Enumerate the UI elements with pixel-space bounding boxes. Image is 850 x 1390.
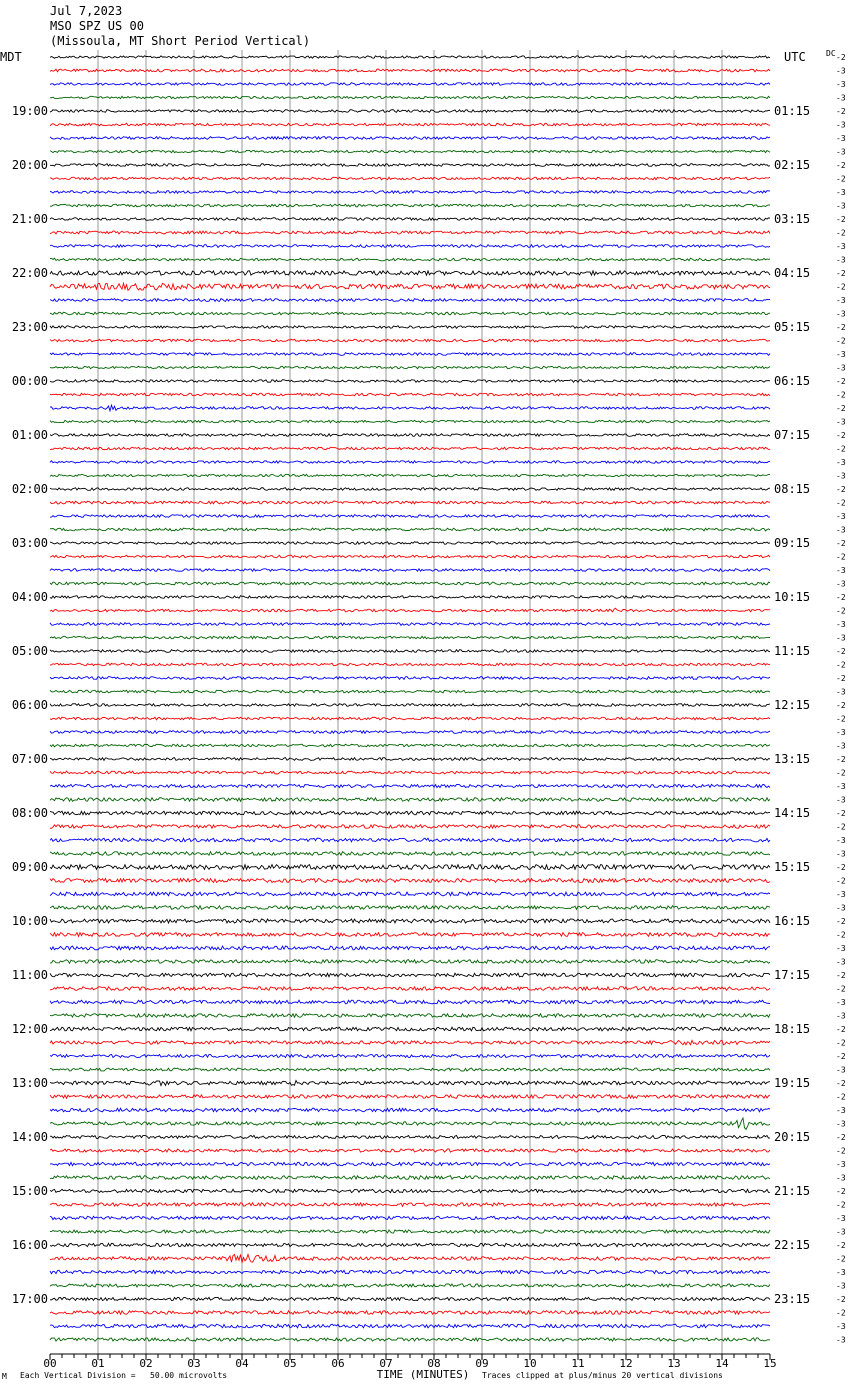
x-tick-label: 10 <box>523 1357 537 1370</box>
seismic-trace-84 <box>50 1189 770 1192</box>
seismic-trace-66 <box>50 946 770 950</box>
seismic-trace-65 <box>50 933 770 937</box>
seismic-trace-32 <box>50 488 770 491</box>
dc-offset-value: -2 <box>836 1025 846 1034</box>
seismic-trace-51 <box>50 744 770 747</box>
dc-offset-value: -2 <box>836 647 846 656</box>
seismic-trace-90 <box>50 1270 770 1273</box>
right-hour-label: 06:15 <box>774 374 811 388</box>
right-hour-label: 20:15 <box>774 1130 811 1144</box>
seismic-trace-52 <box>50 758 770 761</box>
left-hour-label: 01:00 <box>11 428 48 442</box>
seismic-trace-5 <box>50 123 770 126</box>
seismic-trace-44 <box>50 650 770 653</box>
seismic-trace-89 <box>50 1254 770 1262</box>
dc-offset-value: -2 <box>836 431 846 440</box>
seismic-trace-57 <box>50 825 770 829</box>
dc-offset-value: -2 <box>836 876 846 886</box>
x-tick-label: 01 <box>91 1357 105 1370</box>
dc-offset-value: -2 <box>836 377 846 386</box>
clip-note: Traces clipped at plus/minus 20 vertical divisions <box>482 1371 723 1380</box>
seismic-trace-34 <box>50 515 770 518</box>
dc-offset-value: -2 <box>836 404 846 413</box>
dc-offset-value: -2 <box>836 107 846 116</box>
x-tick-label: 15 <box>763 1357 777 1370</box>
x-tick-label: 08 <box>427 1357 441 1370</box>
right-hour-label: 02:15 <box>774 158 811 172</box>
seismic-trace-81 <box>50 1149 770 1152</box>
dc-offset-header: DC <box>826 49 836 58</box>
dc-offset-value: -2 <box>836 323 846 332</box>
seismic-trace-2 <box>50 83 770 86</box>
seismic-trace-73 <box>50 1040 770 1045</box>
seismic-trace-68 <box>50 973 770 977</box>
seismic-trace-14 <box>50 245 770 248</box>
seismic-trace-46 <box>50 677 770 680</box>
dc-offset-value: -2 <box>836 863 846 872</box>
left-hour-label: 02:00 <box>11 482 48 496</box>
seismic-trace-77 <box>50 1095 770 1099</box>
right-hour-label: 16:15 <box>774 914 811 928</box>
seismic-trace-33 <box>50 501 770 504</box>
seismic-trace-76 <box>50 1081 770 1086</box>
x-tick-label: 09 <box>475 1357 489 1370</box>
seismic-trace-3 <box>50 96 770 98</box>
dc-offset-value: -2 <box>836 593 846 602</box>
station-location: (Missoula, MT Short Period Vertical) <box>50 34 311 48</box>
x-tick-label: 06 <box>331 1357 345 1370</box>
left-hour-label: 14:00 <box>11 1130 48 1144</box>
dc-offset-value: -3 <box>836 998 846 1007</box>
dc-offset-value: -2 <box>836 701 846 710</box>
seismic-trace-67 <box>50 960 770 964</box>
seismic-trace-16 <box>50 271 770 275</box>
dc-offset-value: -2 <box>836 1241 846 1250</box>
dc-offset-value: -2 <box>836 1052 846 1061</box>
x-tick-label: 02 <box>139 1357 153 1370</box>
seismic-trace-42 <box>50 623 770 626</box>
left-hour-label: 17:00 <box>11 1292 48 1306</box>
seismic-trace-72 <box>50 1027 770 1031</box>
dc-offset-value: -3 <box>836 188 846 197</box>
x-tick-label: 00 <box>43 1357 57 1370</box>
dc-offset-value: -2 <box>836 1079 846 1088</box>
dc-offset-value: -2 <box>836 1187 846 1196</box>
right-hour-label: 04:15 <box>774 266 811 280</box>
right-hour-label: 10:15 <box>774 590 811 604</box>
right-hour-label: 01:15 <box>774 104 811 118</box>
x-tick-label: 13 <box>667 1357 681 1370</box>
seismic-trace-47 <box>50 690 770 693</box>
dc-offset-value: -3 <box>836 93 846 103</box>
dc-offset-value: -3 <box>836 1160 846 1169</box>
dc-offset-value: -2 <box>836 984 846 994</box>
dc-offset-value: -3 <box>836 458 846 467</box>
left-hour-label: 15:00 <box>11 1184 48 1198</box>
dc-offset-value: -3 <box>836 1268 846 1277</box>
dc-offset-value: -3 <box>836 728 846 737</box>
dc-offset-value: -3 <box>836 242 846 251</box>
seismic-trace-27 <box>50 420 770 422</box>
dc-offset-value: -3 <box>836 1214 846 1223</box>
seismic-trace-55 <box>50 798 770 802</box>
minute-grid <box>98 50 722 1354</box>
seismic-trace-9 <box>50 177 770 180</box>
left-hour-label: 12:00 <box>11 1022 48 1036</box>
left-hour-label: 13:00 <box>11 1076 48 1090</box>
seismic-trace-83 <box>50 1176 770 1180</box>
seismic-trace-70 <box>50 1000 770 1004</box>
dc-offset-value: -3 <box>836 1065 846 1075</box>
dc-offset-value: -2 <box>836 336 846 346</box>
seismic-trace-15 <box>50 258 770 261</box>
corner-mark: M <box>2 1372 7 1381</box>
dc-offset-value: -3 <box>836 350 846 359</box>
seismic-trace-71 <box>50 1014 770 1018</box>
dc-offset-value: -3 <box>836 201 846 211</box>
plot-date: Jul 7,2023 <box>50 4 123 18</box>
dc-offset-value: -3 <box>836 134 846 143</box>
dc-offset-value: -3 <box>836 687 846 697</box>
seismic-trace-86 <box>50 1216 770 1220</box>
dc-offset-value: -3 <box>836 66 846 76</box>
dc-offset-value: -3 <box>836 1119 846 1129</box>
dc-offset-value: -3 <box>836 633 846 643</box>
dc-offset-value: -3 <box>836 944 846 953</box>
seismic-trace-20 <box>50 326 770 329</box>
seismic-trace-37 <box>50 555 770 558</box>
dc-offset-value: -3 <box>836 1322 846 1331</box>
seismic-trace-24 <box>50 380 770 383</box>
dc-offset-value: -2 <box>836 552 846 562</box>
left-hour-label: 08:00 <box>11 806 48 820</box>
right-timezone-label: UTC <box>784 50 806 64</box>
dc-offset-value: -3 <box>836 525 846 535</box>
seismic-trace-94 <box>50 1324 770 1328</box>
dc-offset-value: -3 <box>836 741 846 751</box>
left-hour-label: 09:00 <box>11 860 48 874</box>
left-hour-label: 10:00 <box>11 914 48 928</box>
left-time-labels <box>12 104 48 1306</box>
seismic-trace-78 <box>50 1108 770 1112</box>
dc-offset-value: -2 <box>836 174 846 184</box>
seismic-trace-88 <box>50 1243 770 1246</box>
seismic-trace-91 <box>50 1284 770 1287</box>
dc-offset-value: -2 <box>836 390 846 400</box>
seismic-trace-26 <box>50 405 770 411</box>
left-hour-label: 05:00 <box>11 644 48 658</box>
dc-offset-value: -2 <box>836 53 846 62</box>
dc-offset-value: -3 <box>836 1281 846 1291</box>
right-hour-label: 09:15 <box>774 536 811 550</box>
seismic-trace-54 <box>50 784 770 787</box>
right-hour-label: 11:15 <box>774 644 811 658</box>
seismic-trace-80 <box>50 1135 770 1138</box>
dc-offset-value: -2 <box>836 1038 846 1048</box>
dc-offset-value: -3 <box>836 1173 846 1183</box>
right-hour-label: 03:15 <box>774 212 811 226</box>
left-hour-label: 16:00 <box>11 1238 48 1252</box>
dc-offset-value: -2 <box>836 1295 846 1304</box>
dc-offset-value: -2 <box>836 161 846 170</box>
dc-offset-value: -3 <box>836 782 846 791</box>
dc-offset-value: -3 <box>836 309 846 319</box>
dc-offset-value: -3 <box>836 890 846 899</box>
dc-offset-value: -3 <box>836 363 846 373</box>
seismic-trace-41 <box>50 608 770 612</box>
dc-offset-value: -3 <box>836 147 846 157</box>
dc-offset-value: -2 <box>836 1308 846 1318</box>
dc-offset-value: -2 <box>836 1146 846 1156</box>
dc-offset-value: -3 <box>836 120 846 130</box>
right-hour-label: 21:15 <box>774 1184 811 1198</box>
right-hour-label: 14:15 <box>774 806 811 820</box>
dc-offset-value: -2 <box>836 1200 846 1210</box>
seismic-trace-53 <box>50 771 770 774</box>
dc-offset-value: -2 <box>836 1092 846 1102</box>
dc-offset-value: -2 <box>836 930 846 940</box>
left-hour-label: 19:00 <box>11 104 48 118</box>
seismic-trace-79 <box>50 1118 770 1129</box>
left-hour-label: 00:00 <box>11 374 48 388</box>
seismic-trace-11 <box>50 204 770 207</box>
seismic-trace-49 <box>50 717 770 720</box>
dc-offset-value: -3 <box>836 1106 846 1115</box>
seismic-trace-74 <box>50 1054 770 1057</box>
dc-offset-value: -2 <box>836 755 846 764</box>
seismic-trace-75 <box>50 1068 770 1071</box>
seismic-trace-85 <box>50 1203 770 1207</box>
dc-offset-value: -2 <box>836 917 846 926</box>
seismic-trace-82 <box>50 1162 770 1165</box>
seismic-trace-40 <box>50 596 770 599</box>
seismic-trace-23 <box>50 366 770 368</box>
left-hour-label: 20:00 <box>11 158 48 172</box>
seismic-trace-31 <box>50 474 770 476</box>
seismic-trace-28 <box>50 434 770 437</box>
seismic-trace-30 <box>50 461 770 464</box>
right-hour-label: 15:15 <box>774 860 811 874</box>
right-time-labels <box>774 104 810 1306</box>
left-timezone-label: MDT <box>0 50 22 64</box>
x-tick-label: 12 <box>619 1357 633 1370</box>
seismic-trace-12 <box>50 218 770 221</box>
x-tick-label: 04 <box>235 1357 249 1370</box>
seismic-trace-7 <box>50 150 770 152</box>
dc-offset-value: -2 <box>836 714 846 724</box>
x-axis-label: TIME (MINUTES) <box>376 1368 470 1381</box>
seismic-trace-87 <box>50 1230 770 1233</box>
seismic-trace-63 <box>50 906 770 910</box>
dc-offset-value: -2 <box>836 768 846 778</box>
dc-offset-value: -2 <box>836 606 846 616</box>
seismic-trace-39 <box>50 582 770 585</box>
left-hour-label: 23:00 <box>11 320 48 334</box>
dc-offset-value: -3 <box>836 620 846 629</box>
seismic-trace-10 <box>50 191 770 194</box>
seismic-trace-43 <box>50 636 770 639</box>
dc-offset-value: -3 <box>836 417 846 427</box>
dc-offset-value: -2 <box>836 971 846 980</box>
dc-offset-value: -2 <box>836 282 846 292</box>
dc-offset-value: -3 <box>836 1227 846 1237</box>
right-hour-label: 19:15 <box>774 1076 811 1090</box>
seismic-trace-17 <box>50 283 770 290</box>
right-hour-label: 17:15 <box>774 968 811 982</box>
seismic-trace-19 <box>50 312 770 315</box>
seismic-trace-1 <box>50 69 770 72</box>
seismic-trace-93 <box>50 1311 770 1315</box>
seismic-trace-60 <box>50 865 770 870</box>
dc-offset-value: -3 <box>836 296 846 305</box>
seismic-trace-62 <box>50 892 770 896</box>
dc-offset-value: -3 <box>836 1011 846 1021</box>
dc-offset-value: -2 <box>836 822 846 832</box>
dc-offset-value: -3 <box>836 255 846 265</box>
dc-offset-value: -2 <box>836 539 846 548</box>
dc-offset-value: -3 <box>836 80 846 89</box>
seismic-trace-36 <box>50 542 770 545</box>
dc-offset-value: -3 <box>836 836 846 845</box>
dc-offset-value: -3 <box>836 1335 846 1345</box>
dc-offset-value: -2 <box>836 674 846 683</box>
dc-offset-value: -2 <box>836 269 846 278</box>
seismic-trace-13 <box>50 231 770 234</box>
right-hour-label: 13:15 <box>774 752 811 766</box>
seismic-trace-92 <box>50 1297 770 1300</box>
seismic-trace-64 <box>50 919 770 923</box>
dc-offset-value: -2 <box>836 498 846 508</box>
seismic-trace-45 <box>50 663 770 666</box>
dc-offset-value: -2 <box>836 485 846 494</box>
station-id: MSO SPZ US 00 <box>50 19 144 33</box>
x-tick-label: 11 <box>571 1357 585 1370</box>
dc-offset-value: -2 <box>836 444 846 454</box>
seismic-trace-58 <box>50 838 770 842</box>
right-hour-label: 22:15 <box>774 1238 811 1252</box>
right-hour-label: 12:15 <box>774 698 811 712</box>
left-hour-label: 11:00 <box>11 968 48 982</box>
x-tick-label: 05 <box>283 1357 297 1370</box>
dc-offset-value: -3 <box>836 795 846 805</box>
right-hour-label: 18:15 <box>774 1022 811 1036</box>
seismic-trace-18 <box>50 299 770 302</box>
seismic-trace-25 <box>50 393 770 396</box>
x-tick-label: 07 <box>379 1357 393 1370</box>
seismic-trace-4 <box>50 110 770 113</box>
dc-offset-labels <box>836 53 846 1345</box>
seismic-trace-8 <box>50 164 770 167</box>
seismic-trace-50 <box>50 731 770 734</box>
left-hour-label: 06:00 <box>11 698 48 712</box>
dc-offset-value: -3 <box>836 512 846 521</box>
x-tick-label: 14 <box>715 1357 729 1370</box>
x-tick-label: 03 <box>187 1357 201 1370</box>
seismic-trace-59 <box>50 852 770 856</box>
dc-offset-value: -3 <box>836 957 846 967</box>
right-hour-label: 23:15 <box>774 1292 811 1306</box>
seismic-trace-69 <box>50 987 770 991</box>
dc-offset-value: -2 <box>836 809 846 818</box>
right-hour-label: 07:15 <box>774 428 811 442</box>
dc-offset-value: -3 <box>836 579 846 589</box>
right-hour-label: 05:15 <box>774 320 811 334</box>
left-hour-label: 21:00 <box>11 212 48 226</box>
dc-offset-value: -2 <box>836 1133 846 1142</box>
left-hour-label: 07:00 <box>11 752 48 766</box>
right-hour-label: 08:15 <box>774 482 811 496</box>
dc-offset-value: -3 <box>836 471 846 481</box>
trace-group <box>50 56 770 1341</box>
seismic-trace-48 <box>50 704 770 707</box>
dc-offset-value: -3 <box>836 903 846 913</box>
left-hour-label: 03:00 <box>11 536 48 550</box>
seismic-trace-29 <box>50 447 770 450</box>
seismic-trace-6 <box>50 137 770 140</box>
left-hour-label: 22:00 <box>11 266 48 280</box>
dc-offset-value: -3 <box>836 849 846 859</box>
vertical-scale-note: Each Vertical Division = 50.00 microvolts <box>20 1371 228 1380</box>
seismic-trace-38 <box>50 569 770 572</box>
seismic-trace-95 <box>50 1338 770 1341</box>
seismic-trace-61 <box>50 879 770 883</box>
seismic-trace-35 <box>50 528 770 531</box>
dc-offset-value: -2 <box>836 660 846 670</box>
seismic-trace-21 <box>50 339 770 342</box>
dc-offset-value: -2 <box>836 1254 846 1264</box>
seismic-trace-22 <box>50 353 770 356</box>
seismic-trace-0 <box>50 56 770 58</box>
dc-offset-value: -2 <box>836 228 846 238</box>
dc-offset-value: -2 <box>836 215 846 224</box>
left-hour-label: 04:00 <box>11 590 48 604</box>
dc-offset-value: -3 <box>836 566 846 575</box>
seismic-trace-56 <box>50 811 770 815</box>
